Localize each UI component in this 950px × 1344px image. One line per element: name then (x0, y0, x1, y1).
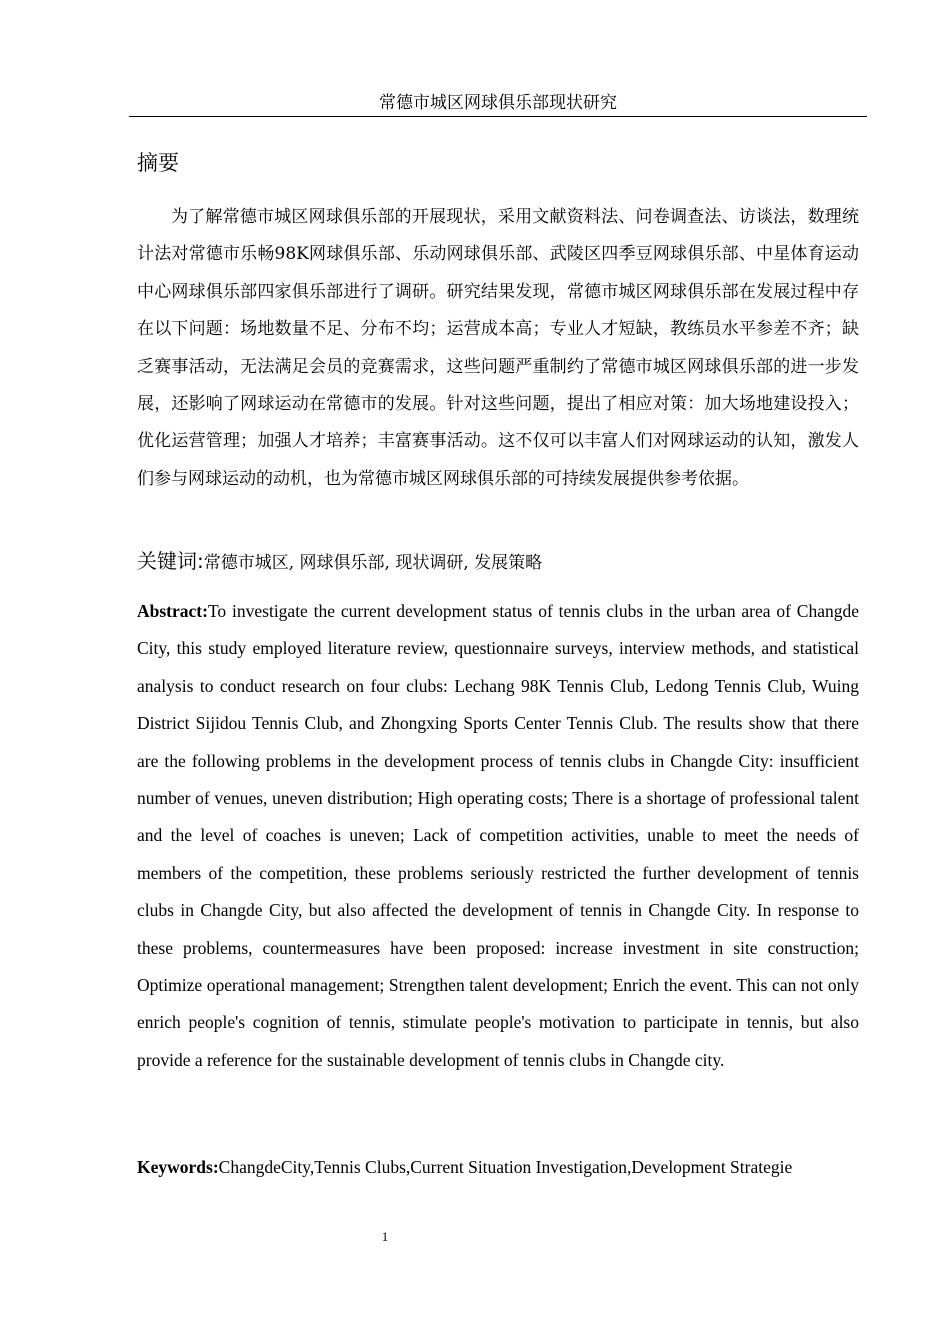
keywords-cn (137, 544, 859, 580)
abstract-cn-heading: 摘要 (137, 151, 179, 175)
keywords-cn-label: 关键词: (137, 549, 204, 573)
keywords-en (137, 1152, 877, 1182)
keywords-en-label: Keywords: (137, 1157, 219, 1177)
abstract-cn-body: 为了解常德市城区网球俱乐部的开展现状，采用文献资料法、问卷调查法、访谈法，数理统计法对常德市乐畅98K网球俱乐部、乐动网球俱乐部、武陵区四季豆网球俱乐部、中星体育运动中心网球俱乐部四家俱乐部进行了调研。研究结果发现，常德市城区网球俱乐部在发展过程中存在以下问题：场地数量不足、分布不均；运营成本高；专业人才短缺，教练员水平参差不齐；缺乏赛事活动，无法满足会员的竞赛需求，这些问题严重制约了常德市城区网球俱乐部的进一步发展，还影响了网球运动在常德市的发展。针对这些问题，提出了相应对策：加大场地建设投入；优化运营管理；加强人才培养；丰富赛事活动。这不仅可以丰富人们对网球运动的认知，激发人们参与网球运动的动机，也为常德市城区网球俱乐部的可持续发展提供参考依据。 (137, 207, 859, 489)
page-header (129, 92, 867, 117)
abstract-en-label: Abstract: (137, 601, 208, 621)
header-title: 常德市城区网球俱乐部现状研究 (379, 93, 617, 113)
keywords-en-value: ChangdeCity,Tennis Clubs,Current Situation Investigation,Development Strategie (218, 1157, 793, 1177)
abstract-en-body: To investigate the current development status of tennis clubs in the urban area of Changde City, this study employed literature review, questionnaire surveys, interview methods, and statistical analysis to conduct research on four clubs: Lechang 98K Tennis Club, Ledong Tennis Club, Wuing District Sijidou Tennis Club, and Zhongxing Sports Center Tennis Club. The results show that there are the following problems in the development process of tennis clubs in Changde City: insufficient number of venues, uneven distribution; High operating costs; There is a shortage of professional talent and the level of coaches is uneven; Lack of competition activities, unable to meet the needs of members of the competition, these problems seriously restricted the further development of tennis clubs in Changde City, but also affected the development of tennis in Changde City. In response to these problems, countermeasures have been proposed: increase investment in site construction; Optimize operational management; Strengthen talent development; Enrich the event. This can not only enrich people's cognition of tennis, stimulate people's motivation to participate in tennis, but also provide a reference for the sustainable development of tennis clubs in Changde city. (137, 601, 859, 1070)
keywords-cn-value: 常德市城区, 网球俱乐部, 现状调研, 发展策略 (203, 553, 543, 573)
abstract-en (137, 593, 859, 1079)
page-number: 1 (381, 1229, 389, 1244)
